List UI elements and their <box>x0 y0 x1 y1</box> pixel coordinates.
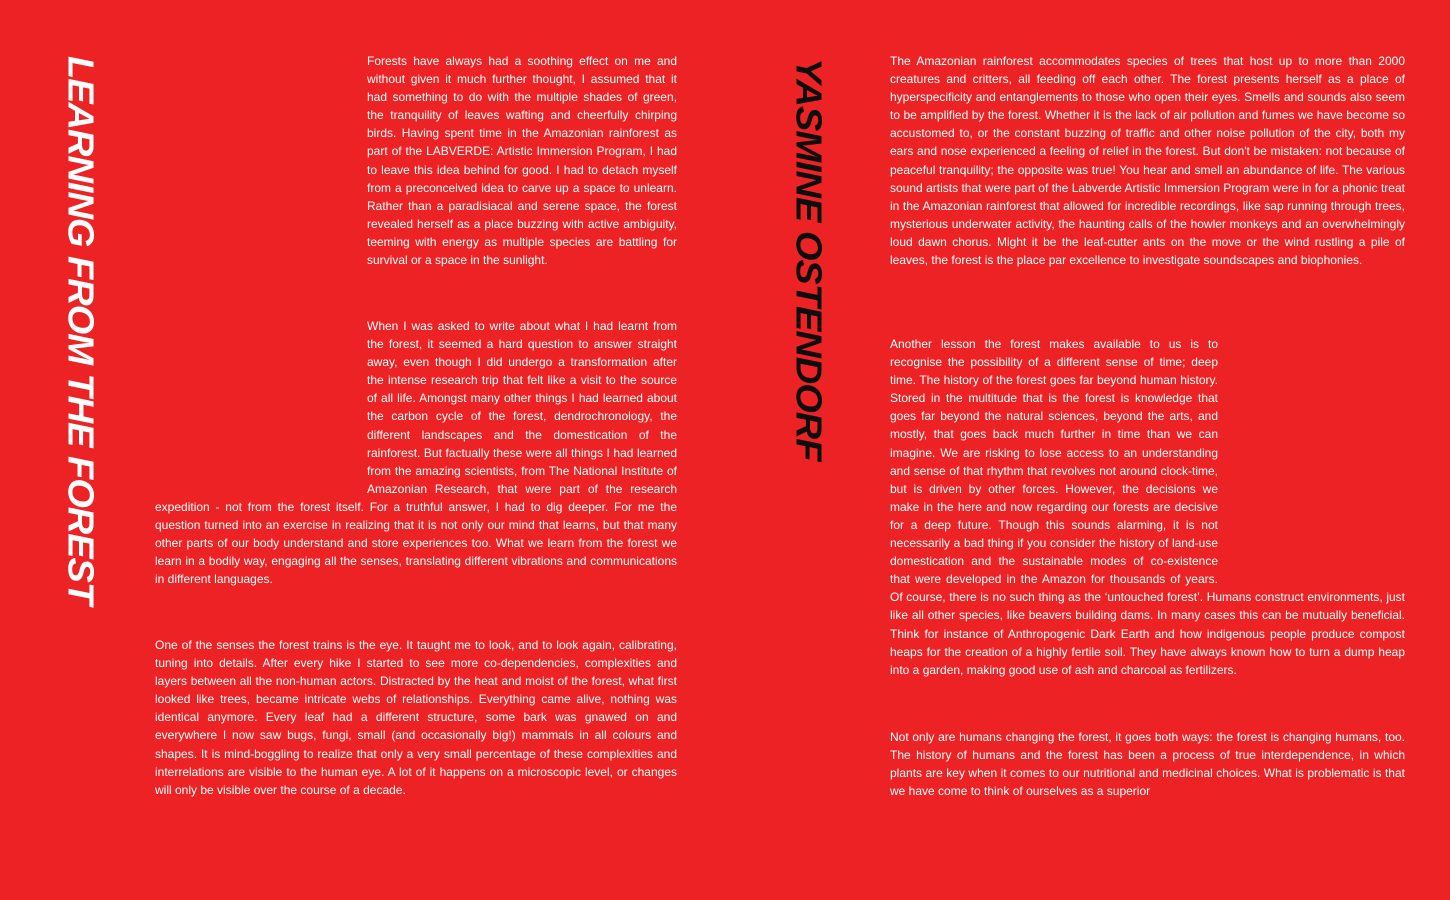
body-paragraph-5-block <box>890 335 1405 679</box>
body-paragraph-6: Not only are humans changing the forest, it goes both ways: the forest is changing humans, too. The history of humans and the forest has been a process of true interdependence, in which plants are key when it comes to our nutritional and medicinal choices. What is problematic is that we have come to think of ourselves as a superior <box>890 730 1405 799</box>
title-clearance-space <box>155 317 367 481</box>
body-paragraph-4: The Amazonian rainforest accommodates species of trees that host up to more than 2000 creatures and critters, all feeding off each other. The forest presents herself as a place of hyperspecificity and entanglements to those who open their eyes. Smells and sounds also seem to be amplified by the forest. Whether it is the lack of air pollution and fumes we have become so accustomed to, or the constant buzzing of traffic and other noise pollution of the city, both my ears and nose experienced a feeling of relief in the forest. But don't be mistaken: not because of peaceful tranquility; the opposite was true! You hear and smell an abundance of life. The various sound artists that were part of the Labverde Artistic Immersion Program were in for a phonic treat in the Amazonian rainforest that allowed for incredible recordings, like sap running through trees, mysterious underwater activity, the haunting calls of the howler monkeys and an overwhelmingly loud dawn chorus. Might it be the leaf-cutter ants on the move or the wind rustling a pile of leaves, the forest is the place par excellence to investigate soundscapes and biophonies. <box>890 54 1405 268</box>
essay-title: LEARNING FROM THE FOREST <box>60 56 100 605</box>
body-paragraph-5: Another lesson the forest makes available to us is to recognise the possibility of a different sense of time; deep time. The history of the forest goes far beyond human history. Stored in the multitude that is the forest is knowledge that goes far beyond the natural sciences, beyond the arts, and mostly, that goes back much further in time than we can imagine. We are risking to lose access to an understanding and sense of that rhythm that revolves not around clock-time, but is driven by other forces. However, the decisions we make in the here and now regarding our forests are decisive for a deep future. Though this sounds alarming, it is not necessarily a bad thing if you consider the history of land-use domestication and the sustainable modes of co-existence that were developed in the Amazon for thousands of years. Of course, there is no such thing as the ‘untouched forest’. Humans construct environments, just like all other species, like beavers building dams. In many cases this can be mutually beneficial. Think for instance of Anthropogenic Dark Earth and how indigenous people produce compost heaps for the creation of a highly fertile soil. They have always known how to turn a dump heap into a garden, making good use of ash and charcoal as fertilizers. <box>890 337 1405 677</box>
body-paragraph-2-block <box>155 317 677 588</box>
column-inset-space <box>1218 335 1405 571</box>
body-paragraph-3: One of the senses the forest trains is the eye. It taught me to look, and to look again, calibrating, tuning into details. After every hike I started to see more co-dependencies, complexities and layers between all the non-human actors. Distracted by the heat and moist of the forest, what first looked like trees, became intricate webs of relationships. Everything came alive, nothing was identical anymore. Every leaf had a different structure, some bark was gnawed on and everywhere I now saw bugs, fungi, small (and occasionally big!) mammals in all colours and shapes. It is mind-boggling to realize that only a very small percentage of these complexities and interrelations are visible to the human eye. A lot of it happens on a microscopic level, or changes will only be visible over the course of a decade. <box>155 638 677 797</box>
body-paragraph-1: Forests have always had a soothing effect on me and without given it much further thought, I assumed that it had something to do with the multiple shades of green, the tranquility of leaves wafting and cheerfully chirping birds. Having spent time in the Amazonian rainforest as part of the LABVERDE: Artistic Immersion Program, I had to leave this idea behind for good. I had to detach myself from a preconceived idea to carve up a space to unlearn. Rather than a paradisiacal and serene space, the forest revealed herself as a place buzzing with active ambiguity, teeming with energy as multiple species are battling for survival or a space in the sunlight. <box>367 54 677 268</box>
author-name: YASMINE OSTENDORF <box>788 58 828 461</box>
body-paragraph-2: When I was asked to write about what I had learnt from the forest, it seemed a hard question to answer straight away, even though I did undergo a transformation after the intense research trip that felt like a visit to the source of all life. Amongst many other things I had learned about the carbon cycle of the forest, dendrochronology, the different landscapes and the domestication of the rainforest. But factually these were all things I had learned from the amazing scientists, from The National Institute of Amazonian Research, that were part of the research expedition - not from the forest itself. For a truthful answer, I had to dig deeper. For me the question turned into an exercise in realizing that it is not only our mind that learns, but that many other parts of our body understand and store experiences too. What we learn from the forest we learn in a bodily way, engaging all the senses, translating different vibrations and communications in different languages. <box>155 319 677 587</box>
